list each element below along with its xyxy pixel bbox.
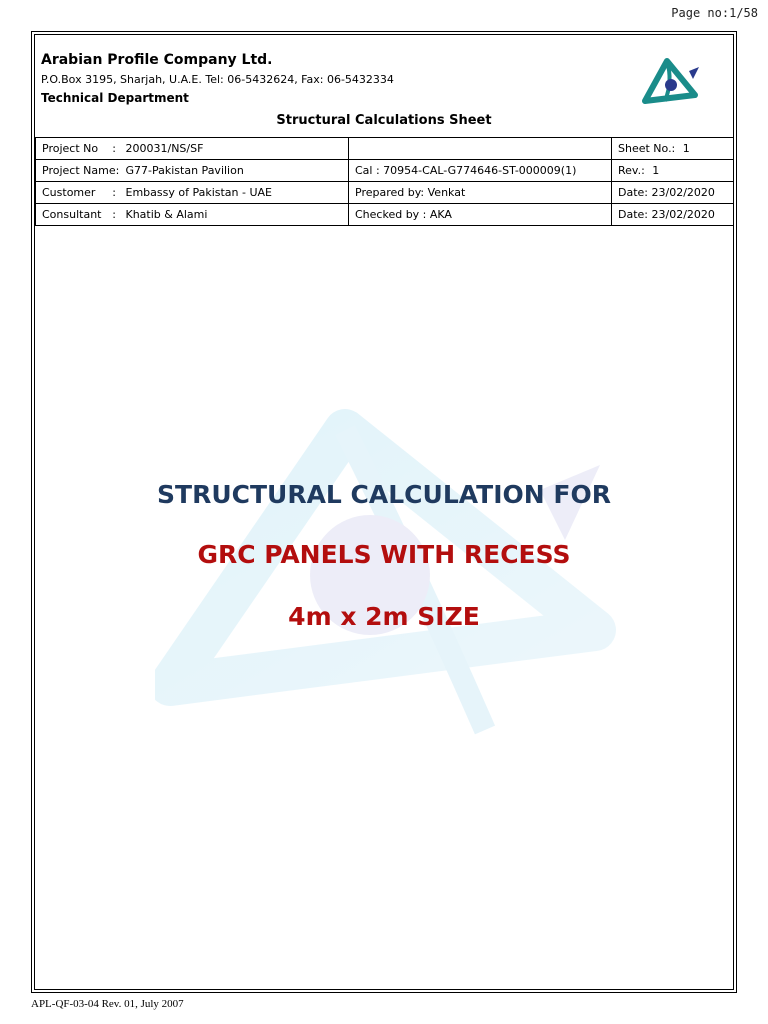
calc-ref-cell: Cal : 70954-CAL-G774646-ST-000009(1) [349,160,612,182]
consultant-value: Khatib & Alami [125,208,208,221]
customer-value: Embassy of Pakistan - UAE [125,186,273,199]
project-no-value: 200031/NS/SF [125,142,204,155]
page-number: Page no:1/58 [671,6,758,20]
main-title-line2: GRC PANELS WITH RECESS [197,540,571,569]
project-no-cell [36,138,349,160]
date-checked-cell: Date: 23/02/2020 [612,204,734,226]
sheet-no-value: 1 [682,142,690,155]
project-name-value: G77-Pakistan Pavilion [125,164,244,177]
company-address: P.O.Box 3195, Sharjah, U.A.E. Tel: 06-5432624, Fax: 06-5432334 [41,73,394,86]
company-name: Arabian Profile Company Ltd. [41,52,273,68]
project-no-label: Project No : [42,142,116,155]
project-name-label: Project Name: [42,164,120,177]
empty-cell [349,138,612,160]
sheet-no-cell [612,138,734,160]
date-prepared-cell: Date: 23/02/2020 [612,182,734,204]
customer-label: Customer : [42,186,116,199]
prepared-by-cell: Prepared by: Venkat [349,182,612,204]
project-info-table [35,137,734,226]
table-row [36,138,734,160]
main-title-line3: 4m x 2m SIZE [288,602,480,631]
form-reference: APL-QF-03-04 Rev. 01, July 2007 [31,998,184,1010]
logo-watermark-icon [155,400,625,750]
checked-by-cell: Checked by : AKA [349,204,612,226]
table-row [36,160,734,182]
table-row [36,204,734,226]
consultant-label: Consultant : [42,208,116,221]
rev-label: Rev.: [618,164,645,177]
sheet-title: Structural Calculations Sheet [276,113,492,128]
table-row [36,182,734,204]
consultant-cell [36,204,349,226]
project-name-cell [36,160,349,182]
main-title-line1: STRUCTURAL CALCULATION FOR [157,480,611,509]
rev-cell [612,160,734,182]
sheet-no-label: Sheet No.: [618,142,676,155]
rev-value: 1 [652,164,660,177]
customer-cell [36,182,349,204]
company-logo-icon [637,57,703,107]
department-name: Technical Department [41,91,189,105]
